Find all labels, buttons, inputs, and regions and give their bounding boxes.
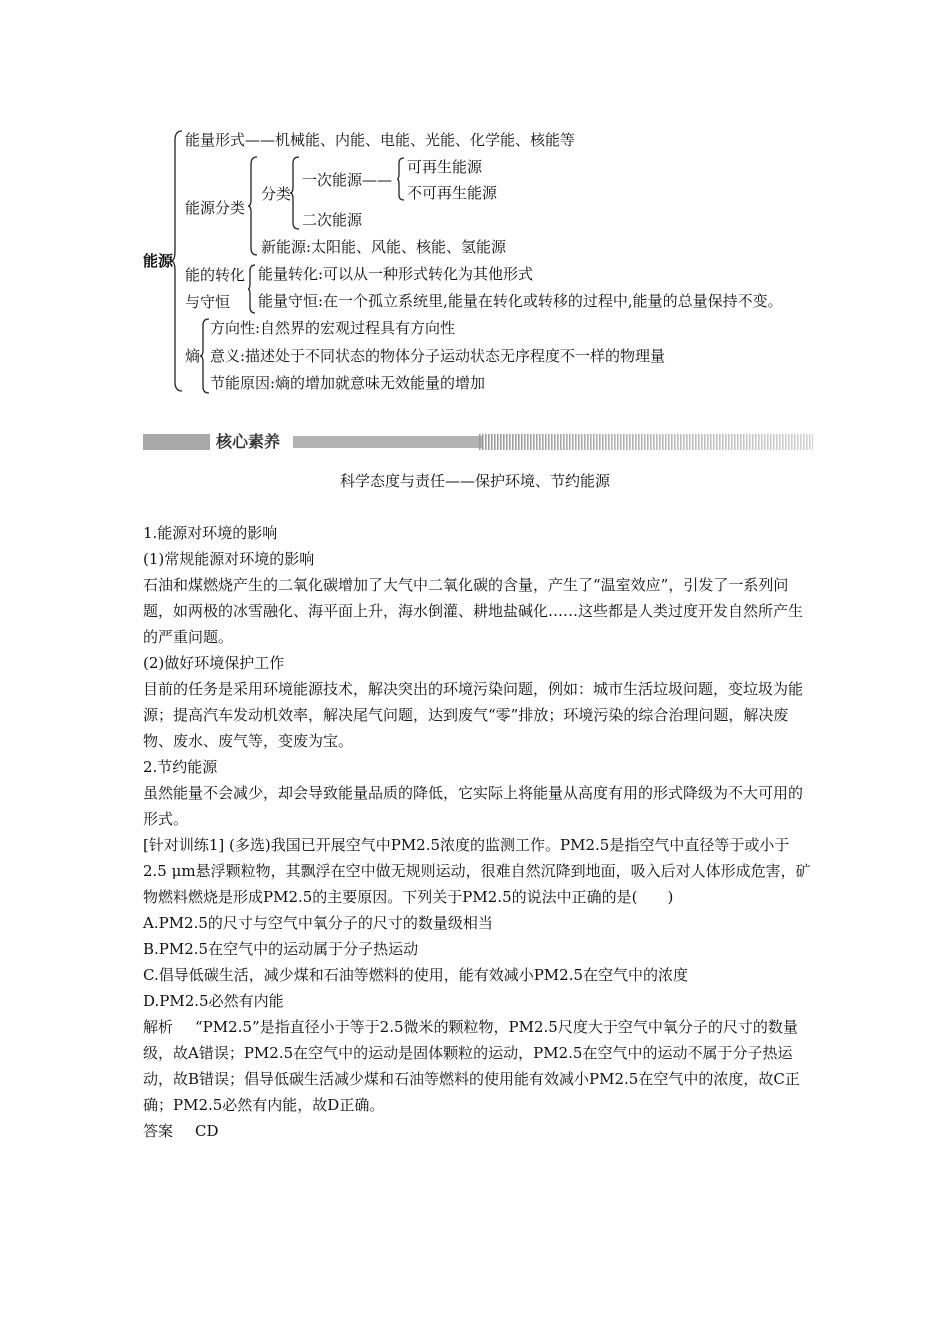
main-brace: [170, 130, 184, 392]
option-c: C.倡导低碳生活，减少煤和石油等燃料的使用，能有效减小PM2.5在空气中的浓度: [143, 966, 689, 984]
heading-1: 1.能源对环境的影响: [143, 524, 278, 542]
paragraph-1: 石油和煤燃烧产生的二氧化碳增加了大气中二氧化碳的含量，产生了“温室效应”，引发了一系列问题，如两极的冰雪融化、海平面上升，海水倒灌、耕地盐碱化……这些都是人类过度开发自然所产生的严重问题。: [143, 576, 804, 646]
primary-brace: [396, 157, 406, 201]
entropy-item-2: 意义:描述处于不同状态的物体分子运动状态无序程度不一样的物理量: [210, 347, 666, 365]
conversion-label-1: 能的转化: [185, 266, 246, 284]
analysis-paragraph: [143, 1014, 811, 1118]
tree-root-label: 能源: [143, 252, 174, 270]
section-title: 核心素养: [210, 431, 286, 453]
new-energy: 新能源:太阳能、风能、核能、氢能源: [261, 238, 507, 256]
answer-paragraph: [143, 1118, 811, 1144]
option-b: B.PM2.5在空气中的运动属于分子热运动: [143, 940, 419, 958]
entropy-item-3: 节能原因:熵的增加就意味无效能量的增加: [210, 374, 486, 392]
classification-label: 能源分类: [185, 199, 246, 217]
paragraph-2: 目前的任务是采用环境能源技术，解决突出的环境污染问题，例如：城市生活垃圾问题，变垃圾为能源；提高汽车发动机效率，解决尾气问题，达到废气“零”排放；环境污染的综合治理问题，解决废物、废水、废气等，变废为宝。: [143, 680, 804, 750]
heading-1-2: (2)做好环境保护工作: [143, 654, 285, 672]
energy-forms: 能量形式——机械能、内能、电能、光能、化学能、核能等: [185, 131, 576, 149]
body-content: [143, 520, 811, 1144]
sub-brace: [289, 156, 301, 230]
classification-brace: [247, 156, 259, 256]
exercise-question: [针对训练1] (多选)我国已开展空气中PM2.5浓度的监测工作。PM2.5是指空气中直径等于或小于2.5 μm悬浮颗粒物，其飘浮在空中做无规则运动，很难自然沉降到地面，吸入后对人体形成危害，矿物燃料燃烧是形成PM2.5的主要原因。下列关于PM2.5的说法中正确的是( ): [143, 836, 811, 906]
entropy-item-1: 方向性:自然界的宏观过程具有方向性: [210, 319, 456, 337]
heading-1-1: (1)常规能源对环境的影响: [143, 550, 315, 568]
secondary-energy: 二次能源: [302, 211, 363, 229]
answer-value: CD: [195, 1122, 219, 1140]
conversion-label-2: 与守恒: [185, 293, 231, 311]
renewable-energy: 可再生能源: [407, 158, 483, 176]
option-d: D.PM2.5必然有内能: [143, 992, 284, 1010]
nonrenewable-energy: 不可再生能源: [407, 184, 498, 202]
answer-label: 答案: [143, 1122, 174, 1140]
conversion-item-1: 能量转化:可以从一种形式转化为其他形式: [258, 265, 534, 283]
paragraph-3: 虽然能量不会减少，却会导致能量品质的降低，它实际上将能量从高度有用的形式降级为不大可用的形式。: [143, 784, 804, 828]
analysis-text: “PM2.5”是指直径小于等于2.5微米的颗粒物，PM2.5尺度大于空气中氧分子的尺寸的数量级，故A错误；PM2.5在空气中的运动是固体颗粒的运动，PM2.5在空气中的运动不属于分子热运动，故B错误；倡导低碳生活减少煤和石油等燃料的使用能有效减小PM2.5在空气中的浓度，故C正确；PM2.5必然有内能，故D正确。: [143, 1018, 800, 1114]
analysis-label: 解析: [143, 1018, 174, 1036]
entropy-label: 熵: [185, 347, 201, 365]
heading-2: 2.节约能源: [143, 758, 218, 776]
classification-sub-label: 分类: [261, 185, 292, 203]
conversion-item-2: 能量守恒:在一个孤立系统里,能量在转化或转移的过程中,能量的总量保持不变。: [258, 292, 783, 310]
option-a: A.PM2.5的尺寸与空气中氧分子的尺寸的数量级相当: [143, 914, 493, 932]
primary-energy: 一次能源——: [302, 171, 393, 189]
conversion-brace: [247, 264, 257, 314]
section-subtitle: 科学态度与责任——保护环境、节约能源: [339, 472, 610, 490]
